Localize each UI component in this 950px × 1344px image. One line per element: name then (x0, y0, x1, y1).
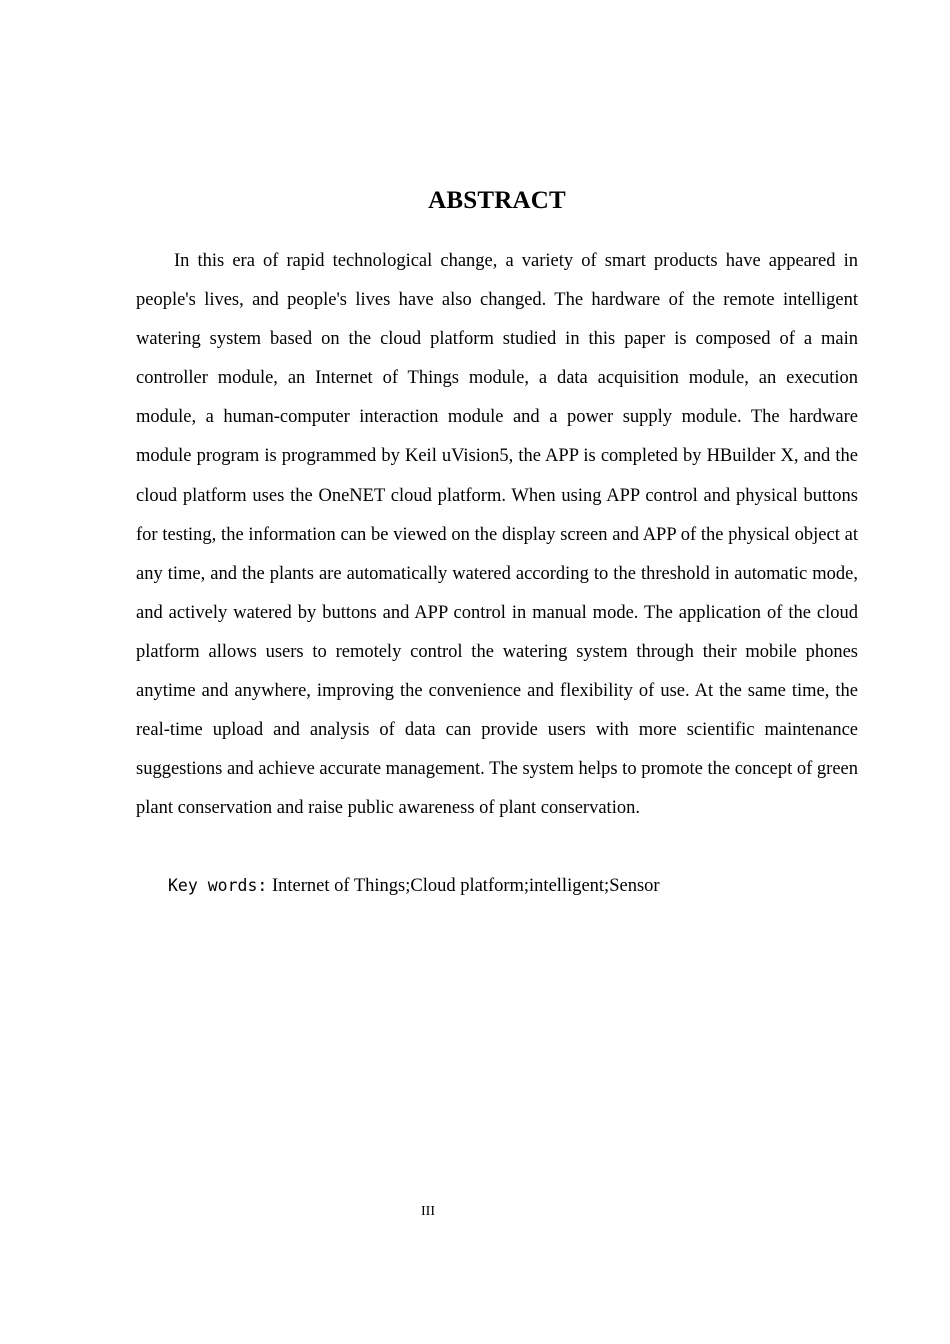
keywords-line (168, 872, 858, 900)
page-number: III (421, 1204, 435, 1219)
abstract-title: ABSTRACT (428, 187, 566, 214)
keywords-label: Key words: (168, 876, 268, 895)
keywords-text: Internet of Things;Cloud platform;intelligent;Sensor (271, 876, 660, 896)
abstract-body: In this era of rapid technological change, a variety of smart products have appeared in people's lives, and people's lives have also changed. The hardware of the remote intelligent watering system based on the cloud platform studied in this paper is composed of a main controller module, an Internet of Things module, a data acquisition module, an execution module, a human-computer interaction module and a power supply module. The hardware module program is programmed by Keil uVision5, the APP is completed by HBuilder X, and the cloud platform uses the OneNET cloud platform. When using APP control and physical buttons for testing, the information can be viewed on the display screen and APP of the physical object at any time, and the plants are automatically watered according to the threshold in automatic mode, and actively watered by buttons and APP control in manual mode. The application of the cloud platform allows users to remotely control the watering system through their mobile phones anytime and anywhere, improving the convenience and flexibility of use. At the same time, the real-time upload and analysis of data can provide users with more scientific maintenance suggestions and achieve accurate management. The system helps to promote the concept of green plant conservation and raise public awareness of plant conservation. (136, 251, 858, 819)
